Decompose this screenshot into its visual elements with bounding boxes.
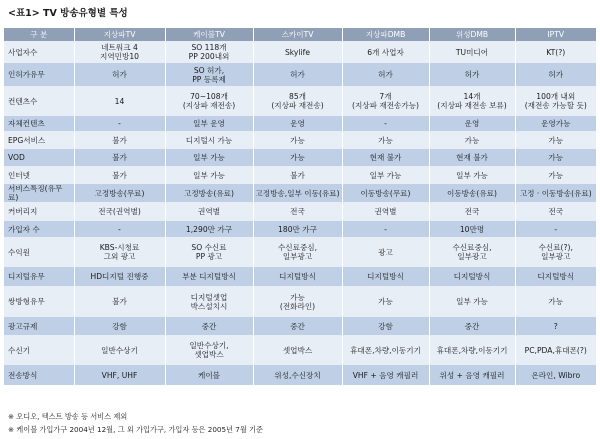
- table-row: [4, 131, 596, 149]
- table-cell: 이동방송(무료): [342, 184, 429, 202]
- table-cell: 디지털방식: [253, 267, 342, 286]
- table-cell: 온라인, Wibro: [515, 365, 596, 385]
- table-cell: 불가: [74, 166, 165, 184]
- table-cell: 부분 디지털방식: [165, 267, 253, 286]
- table-cell: 일부 가능: [342, 166, 429, 184]
- row-label: 자체컨텐츠: [4, 116, 74, 131]
- table-cell: 허가: [515, 63, 596, 86]
- table-cell: 85개 (지상파 재전송): [253, 86, 342, 116]
- table-cell: 케이블: [165, 365, 253, 385]
- table-cell: ?: [515, 317, 596, 335]
- row-label: 가입자 수: [4, 221, 74, 237]
- table-row: [4, 237, 596, 267]
- row-label: 인터넷: [4, 166, 74, 184]
- table-row: [4, 221, 596, 237]
- table-cell: 가능 (전화라인): [253, 286, 342, 317]
- header-cell: 지상파TV: [74, 28, 165, 41]
- table-row: [4, 63, 596, 86]
- table-title: <표1> TV 방송유형별 특성: [8, 8, 128, 19]
- table-row: [4, 202, 596, 221]
- table-cell: 불가: [74, 131, 165, 149]
- table-cell: 운영: [429, 116, 515, 131]
- row-label: 커버리지: [4, 202, 74, 221]
- row-label: 인허가유무: [4, 63, 74, 86]
- table-cell: -: [342, 116, 429, 131]
- table-cell: -: [74, 221, 165, 237]
- table-cell: 일부 가능: [429, 166, 515, 184]
- table-cell: HD디지털 진행중: [74, 267, 165, 286]
- table-cell: PC,PDA,휴대폰(?): [515, 335, 596, 365]
- table-cell: 디지털방식: [515, 267, 596, 286]
- table-cell: 허가: [342, 63, 429, 86]
- row-label: 서비스특징(유무료): [4, 184, 74, 202]
- table-cell: 고정방송(무료): [74, 184, 165, 202]
- table-cell: 가능: [515, 131, 596, 149]
- row-label: VOD: [4, 149, 74, 166]
- table-row: [4, 166, 596, 184]
- table-row: [4, 149, 596, 166]
- row-label: 수신기: [4, 335, 74, 365]
- table-cell: 네트워크 4 지역민방10: [74, 41, 165, 63]
- table-cell: KT(?): [515, 41, 596, 63]
- table-cell: 권역별: [342, 202, 429, 221]
- table-cell: 가능: [515, 286, 596, 317]
- table-cell: 180만 가구: [253, 221, 342, 237]
- table-cell: 디지털방식: [429, 267, 515, 286]
- table-cell: 허가: [253, 63, 342, 86]
- table-cell: 1,290만 가구: [165, 221, 253, 237]
- row-label: 수익원: [4, 237, 74, 267]
- table-cell: 전국(권역별): [74, 202, 165, 221]
- table-cell: 6개 사업자: [342, 41, 429, 63]
- table-cell: -: [515, 221, 596, 237]
- table-cell: -: [74, 116, 165, 131]
- table-cell: 중간: [165, 317, 253, 335]
- header-row: [4, 28, 596, 41]
- table-cell: 허가: [429, 63, 515, 86]
- table-cell: 강함: [74, 317, 165, 335]
- table-cell: 수신료중심, 일부광고: [253, 237, 342, 267]
- table-cell: Skylife: [253, 41, 342, 63]
- table-cell: 가능: [429, 131, 515, 149]
- table-cell: 일반수상기: [74, 335, 165, 365]
- table-cell: 전국: [253, 202, 342, 221]
- footnote: ※ 오디오, 텍스트 방송 등 서비스 제외: [8, 412, 128, 421]
- table-cell: 허가: [74, 63, 165, 86]
- table-cell: 휴대폰,차량,이동기기: [429, 335, 515, 365]
- row-label: 쌍방형유무: [4, 286, 74, 317]
- comparison-table: [4, 28, 596, 385]
- table-cell: 광고: [342, 237, 429, 267]
- table-cell: 7개 (지상파 재전송가능): [342, 86, 429, 116]
- table-cell: 일부 가능: [165, 149, 253, 166]
- table-cell: 가능: [515, 149, 596, 166]
- table-cell: 운영: [253, 116, 342, 131]
- header-cell: 구 분: [4, 28, 74, 41]
- table-row: [4, 317, 596, 335]
- table-cell: 10만명: [429, 221, 515, 237]
- table-row: [4, 41, 596, 63]
- table-cell: 중간: [429, 317, 515, 335]
- table-cell: 휴대폰,차량,이동기기: [342, 335, 429, 365]
- table-cell: 현재 불가: [342, 149, 429, 166]
- table-cell: 14: [74, 86, 165, 116]
- header-cell: 지상파DMB: [342, 28, 429, 41]
- table-cell: 디지털셋업 박스설치시: [165, 286, 253, 317]
- table-cell: 전국: [515, 202, 596, 221]
- table-cell: 불가: [74, 286, 165, 317]
- table-row: [4, 184, 596, 202]
- table-cell: 위성,수신장치: [253, 365, 342, 385]
- table-cell: SO 허가, PP 등록제: [165, 63, 253, 86]
- table-cell: 이동방송(유료): [429, 184, 515, 202]
- table-cell: 일반수상기, 셋업박스: [165, 335, 253, 365]
- table-row: [4, 335, 596, 365]
- table-cell: 수신료중심, 일부광고: [429, 237, 515, 267]
- header-cell: IPTV: [515, 28, 596, 41]
- table-cell: 100개 내외 (재전송 가능할 듯): [515, 86, 596, 116]
- table-cell: 고정방송(유료): [165, 184, 253, 202]
- table-row: [4, 86, 596, 116]
- table-cell: 70~108개 (지상파 재전송): [165, 86, 253, 116]
- header-cell: 스카이TV: [253, 28, 342, 41]
- table-cell: 강함: [342, 317, 429, 335]
- table-cell: 14개 (지상파 재전송 보류): [429, 86, 515, 116]
- table-cell: SO 수신료 PP 광고: [165, 237, 253, 267]
- row-label: 사업자수: [4, 41, 74, 63]
- table-cell: 고정방송,일부 이동(유료): [253, 184, 342, 202]
- row-label: 컨텐츠수: [4, 86, 74, 116]
- table-cell: 일부 가능: [165, 166, 253, 184]
- footnote: ※ 케이블 가입가구 2004년 12월, 그 외 가입가구, 가입자 등은 2005년 7월 기준: [8, 425, 263, 434]
- table-cell: SO 118개 PP 200내외: [165, 41, 253, 63]
- table-cell: TU미디어: [429, 41, 515, 63]
- table-row: [4, 365, 596, 385]
- table-cell: KBS-시청료 그외 광고: [74, 237, 165, 267]
- table-cell: 디지털시 가능: [165, 131, 253, 149]
- table-cell: 위성 + 음영 캐필러: [429, 365, 515, 385]
- table-cell: VHF + 음영 캐필러: [342, 365, 429, 385]
- header-cell: 위성DMB: [429, 28, 515, 41]
- table-cell: 셋업박스: [253, 335, 342, 365]
- table-cell: 현재 불가: [429, 149, 515, 166]
- table-cell: 가능: [342, 131, 429, 149]
- row-label: 디지털유무: [4, 267, 74, 286]
- table-cell: 일부 가능: [429, 286, 515, 317]
- table-row: [4, 267, 596, 286]
- table-cell: VHF, UHF: [74, 365, 165, 385]
- table-cell: 운영가능: [515, 116, 596, 131]
- table-cell: 일부 운영: [165, 116, 253, 131]
- row-label: 광고규제: [4, 317, 74, 335]
- table-cell: 불가: [253, 166, 342, 184]
- table-cell: 가능: [253, 131, 342, 149]
- table-cell: 가능: [342, 286, 429, 317]
- table-cell: 가능: [253, 149, 342, 166]
- row-label: 전송방식: [4, 365, 74, 385]
- table-row: [4, 286, 596, 317]
- table-cell: 중간: [253, 317, 342, 335]
- table-cell: 가능: [515, 166, 596, 184]
- row-label: EPG서비스: [4, 131, 74, 149]
- table-row: [4, 116, 596, 131]
- table-cell: 디지털방식: [342, 267, 429, 286]
- table-cell: 권역별: [165, 202, 253, 221]
- table-cell: 수신료(?), 일부광고: [515, 237, 596, 267]
- table-cell: 전국: [429, 202, 515, 221]
- table-cell: -: [342, 221, 429, 237]
- table-cell: 불가: [74, 149, 165, 166]
- table-cell: 고정 · 이동방송(유료): [515, 184, 596, 202]
- header-cell: 케이블TV: [165, 28, 253, 41]
